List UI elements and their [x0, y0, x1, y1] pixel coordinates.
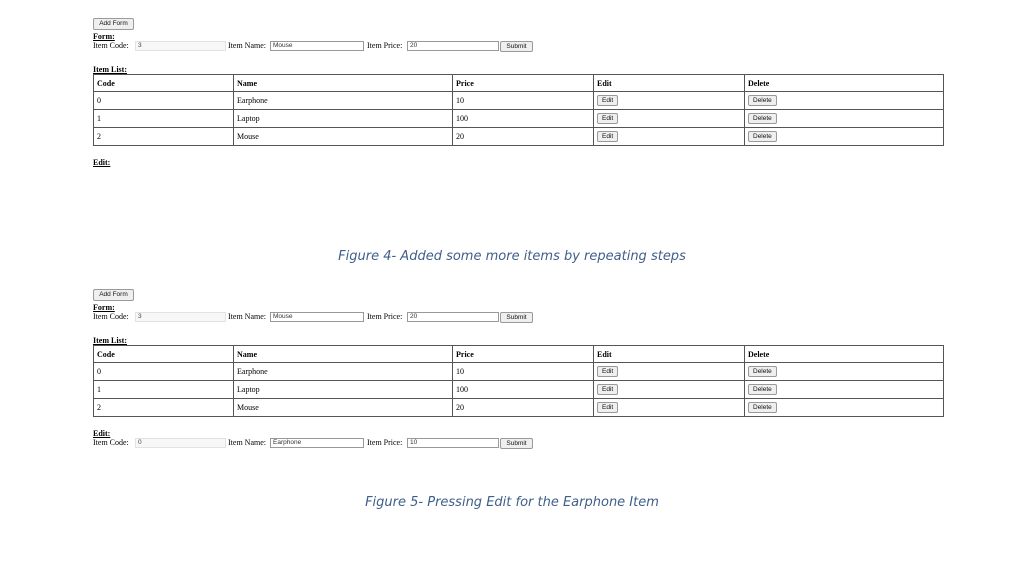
- edit-button[interactable]: Edit: [597, 113, 618, 124]
- column-header-price: Price: [453, 75, 594, 92]
- figure-caption: Figure 5- Pressing Edit for the Earphone Item: [365, 495, 659, 510]
- cell-delete: [745, 128, 944, 146]
- column-header-delete: Delete: [745, 346, 944, 363]
- cell-edit: [594, 128, 745, 146]
- table-header-row: [94, 346, 944, 363]
- item-code-label: Item Code:: [93, 41, 129, 50]
- edit-heading: Edit:: [93, 158, 111, 167]
- edit-button[interactable]: Edit: [597, 131, 618, 142]
- edit-item-name-label: Item Name:: [228, 438, 266, 447]
- cell-price: 20: [453, 128, 594, 146]
- figure-5-screenshot: [93, 289, 943, 454]
- column-header-delete: Delete: [745, 75, 944, 92]
- cell-name: Mouse: [234, 399, 453, 417]
- item-price-label: Item Price:: [367, 41, 403, 50]
- table-row: [94, 363, 944, 381]
- item-price-label: Item Price:: [367, 312, 403, 321]
- column-header-price: Price: [453, 346, 594, 363]
- cell-code: 2: [94, 128, 234, 146]
- column-header-code: Code: [94, 346, 234, 363]
- item-list-heading: Item List:: [93, 336, 127, 345]
- cell-edit: [594, 110, 745, 128]
- cell-name: Earphone: [234, 92, 453, 110]
- item-price-input[interactable]: 20: [407, 41, 499, 51]
- cell-edit: [594, 399, 745, 417]
- cell-edit: [594, 381, 745, 399]
- cell-code: 1: [94, 110, 234, 128]
- column-header-name: Name: [234, 75, 453, 92]
- add-form-button[interactable]: Add Form: [93, 18, 134, 30]
- item-code-input[interactable]: 3: [135, 41, 226, 51]
- add-form-button[interactable]: Add Form: [93, 289, 134, 301]
- cell-price: 100: [453, 381, 594, 399]
- item-table: [93, 74, 944, 146]
- item-list-heading: Item List:: [93, 65, 127, 74]
- delete-button[interactable]: Delete: [748, 131, 777, 142]
- cell-price: 10: [453, 92, 594, 110]
- item-code-input[interactable]: 3: [135, 312, 226, 322]
- delete-button[interactable]: Delete: [748, 95, 777, 106]
- item-table: [93, 345, 944, 417]
- edit-button[interactable]: Edit: [597, 95, 618, 106]
- cell-code: 0: [94, 363, 234, 381]
- table-row: [94, 381, 944, 399]
- column-header-edit: Edit: [594, 75, 745, 92]
- edit-item-price-label: Item Price:: [367, 438, 403, 447]
- cell-delete: [745, 363, 944, 381]
- item-name-label: Item Name:: [228, 41, 266, 50]
- cell-delete: [745, 399, 944, 417]
- edit-item-code-label: Item Code:: [93, 438, 129, 447]
- cell-code: 1: [94, 381, 234, 399]
- delete-button[interactable]: Delete: [748, 402, 777, 413]
- cell-edit: [594, 363, 745, 381]
- form-heading: Form:: [93, 303, 115, 312]
- edit-button[interactable]: Edit: [597, 366, 618, 377]
- item-name-label: Item Name:: [228, 312, 266, 321]
- cell-delete: [745, 92, 944, 110]
- form-heading: Form:: [93, 32, 115, 41]
- cell-name: Laptop: [234, 381, 453, 399]
- delete-button[interactable]: Delete: [748, 113, 777, 124]
- edit-submit-button[interactable]: Submit: [500, 438, 533, 449]
- cell-price: 20: [453, 399, 594, 417]
- edit-button[interactable]: Edit: [597, 402, 618, 413]
- submit-button[interactable]: Submit: [500, 41, 533, 52]
- cell-edit: [594, 92, 745, 110]
- edit-item-price-input[interactable]: 10: [407, 438, 499, 448]
- table-row: [94, 399, 944, 417]
- edit-item-code-input[interactable]: 0: [135, 438, 226, 448]
- edit-item-name-input[interactable]: Earphone: [270, 438, 364, 448]
- item-code-label: Item Code:: [93, 312, 129, 321]
- table-header-row: [94, 75, 944, 92]
- edit-button[interactable]: Edit: [597, 384, 618, 395]
- cell-name: Laptop: [234, 110, 453, 128]
- cell-delete: [745, 381, 944, 399]
- cell-name: Mouse: [234, 128, 453, 146]
- column-header-edit: Edit: [594, 346, 745, 363]
- table-row: [94, 128, 944, 146]
- cell-price: 10: [453, 363, 594, 381]
- cell-code: 2: [94, 399, 234, 417]
- cell-name: Earphone: [234, 363, 453, 381]
- table-row: [94, 110, 944, 128]
- cell-delete: [745, 110, 944, 128]
- cell-code: 0: [94, 92, 234, 110]
- column-header-code: Code: [94, 75, 234, 92]
- submit-button[interactable]: Submit: [500, 312, 533, 323]
- cell-price: 100: [453, 110, 594, 128]
- column-header-name: Name: [234, 346, 453, 363]
- figure-4-screenshot: [93, 18, 943, 168]
- item-price-input[interactable]: 20: [407, 312, 499, 322]
- delete-button[interactable]: Delete: [748, 366, 777, 377]
- edit-heading: Edit:: [93, 429, 111, 438]
- item-name-input[interactable]: Mouse: [270, 312, 364, 322]
- figure-caption: Figure 4- Added some more items by repeating steps: [338, 249, 686, 264]
- table-row: [94, 92, 944, 110]
- item-name-input[interactable]: Mouse: [270, 41, 364, 51]
- delete-button[interactable]: Delete: [748, 384, 777, 395]
